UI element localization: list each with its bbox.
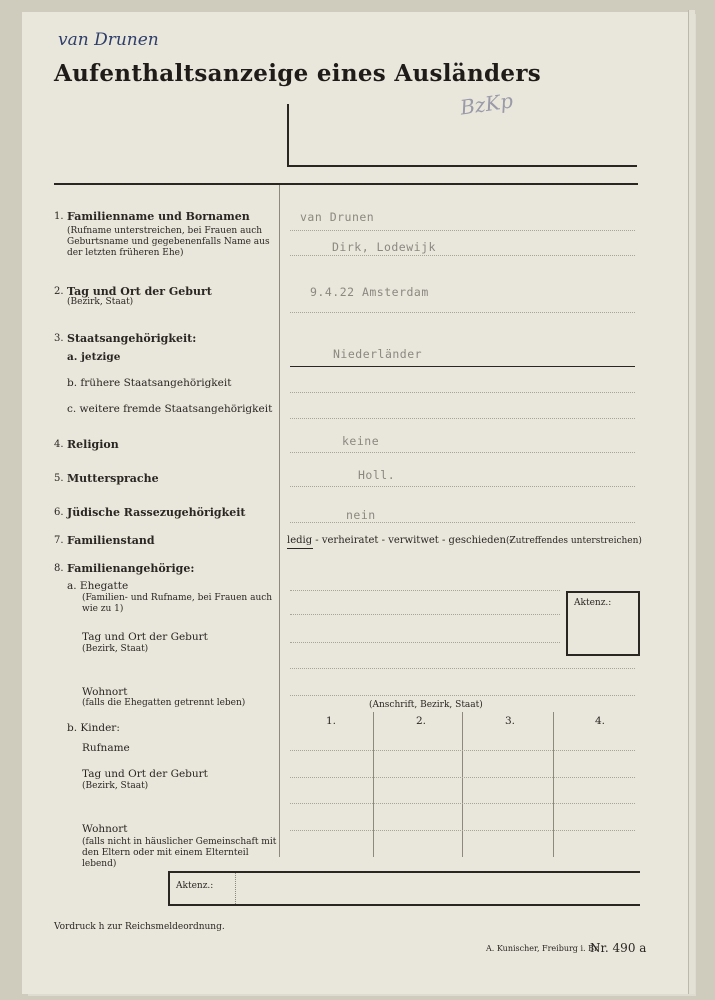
form-title: Aufenthaltsanzeige eines Ausländers <box>54 60 541 87</box>
line <box>290 452 635 453</box>
header-box-left <box>287 104 289 166</box>
value-given: Dirk, Lodewijk <box>332 240 436 254</box>
line <box>290 695 635 696</box>
field-number: 3. <box>54 333 64 344</box>
field-number: 4. <box>54 439 64 450</box>
line <box>290 392 635 393</box>
footer-print-note: Vordruck h zur Reichsmeldeordnung. <box>54 922 225 932</box>
label-child-name: Rufname <box>82 742 130 754</box>
underline-ledig <box>287 548 313 549</box>
field-number: 6. <box>54 507 64 518</box>
line <box>290 777 635 778</box>
label-language: Muttersprache <box>67 472 159 485</box>
aktenzeichen-label: Aktenz.: <box>574 598 612 608</box>
value-birth: 9.4.22 Amsterdam <box>310 285 429 299</box>
note-name: (Rufname unterstreichen, bei Frauen auch Geburtsname und gegebenenfalls Name aus der letzten früheren Ehe) <box>67 226 270 258</box>
field-number: 1. <box>54 211 64 222</box>
label-spouse-residence: Wohnort <box>82 686 128 698</box>
line <box>290 803 635 804</box>
column-divider <box>279 185 280 857</box>
label-marital: Familienstand <box>67 534 155 547</box>
aktenzeichen-box <box>566 591 640 656</box>
value-surname: van Drunen <box>300 210 375 224</box>
line <box>290 312 635 313</box>
header-rule <box>54 183 638 185</box>
label-children: b. Kinder: <box>67 722 120 734</box>
label-other-nationality: c. weitere fremde Staatsangehörigkeit <box>67 403 273 415</box>
field-number: 8. <box>54 563 64 574</box>
address-hint: (Anschrift, Bezirk, Staat) <box>369 700 483 710</box>
value-religion: keine <box>342 434 380 448</box>
child-col-1: 1. <box>326 715 337 727</box>
handwritten-name: van Drunen <box>58 30 159 50</box>
child-col-2: 2. <box>416 715 427 727</box>
line <box>290 255 635 256</box>
label-name: Familienname und Bornamen <box>67 210 250 223</box>
note-spouse: (Familien- und Rufname, bei Frauen auch wie zu 1) <box>82 593 273 614</box>
line <box>290 486 635 487</box>
field-number: 7. <box>54 535 64 546</box>
marital-hint: (Zutreffendes unterstreichen) <box>506 536 642 546</box>
value-language: Holl. <box>358 468 396 482</box>
col-divider <box>553 712 554 857</box>
box-divider <box>235 873 236 904</box>
label-current-nationality: a. jetzige <box>67 351 121 363</box>
line <box>290 642 560 643</box>
label-family: Familienangehörige: <box>67 562 195 575</box>
child-col-4: 4. <box>595 715 606 727</box>
value-jewish: nein <box>346 508 376 522</box>
col-divider <box>373 712 374 857</box>
handwritten-initials: BzKp <box>458 88 515 120</box>
marital-options: ledig - verheiratet - verwitwet - geschieden - <box>287 535 513 546</box>
line <box>290 830 635 831</box>
line <box>290 590 560 591</box>
label-child-residence: Wohnort <box>82 823 128 835</box>
line <box>290 750 635 751</box>
line <box>290 418 635 419</box>
line <box>290 614 560 615</box>
field-number: 2. <box>54 286 64 297</box>
label-birth: Tag und Ort der Geburt <box>67 285 212 298</box>
child-col-3: 3. <box>505 715 516 727</box>
label-religion: Religion <box>67 438 119 451</box>
header-box-bottom <box>287 165 637 167</box>
note-spouse-residence: (falls die Ehegatten getrennt leben) <box>82 698 246 708</box>
note-spouse-birth: (Bezirk, Staat) <box>82 644 149 654</box>
value-nationality: Niederländer <box>333 347 423 361</box>
label-spouse: a. Ehegatte <box>67 580 129 592</box>
note-birth: (Bezirk, Staat) <box>67 297 134 307</box>
paper-edge <box>688 10 695 994</box>
bottom-aktenzeichen-label: Aktenz.: <box>176 881 214 891</box>
line <box>290 522 635 523</box>
note-child-birth: (Bezirk, Staat) <box>82 781 149 791</box>
label-jewish: Jüdische Rassezugehörigkeit <box>67 506 246 519</box>
line <box>290 668 635 669</box>
bottom-aktenzeichen-box <box>168 871 640 906</box>
footer-printer: A. Kunischer, Freiburg i. Br. <box>486 944 600 953</box>
label-nationality: Staatsangehörigkeit: <box>67 332 197 345</box>
col-divider <box>462 712 463 857</box>
form-number: Nr. 490 a <box>590 941 647 955</box>
line <box>290 230 635 231</box>
label-child-birth: Tag und Ort der Geburt <box>82 768 208 780</box>
note-child-residence: (falls nicht in häuslicher Gemeinschaft mit den Eltern oder mit einem Elternteil lebend) <box>82 837 277 869</box>
field-number: 5. <box>54 473 64 484</box>
label-spouse-birth: Tag und Ort der Geburt <box>82 631 208 643</box>
label-former-nationality: b. frühere Staatsangehörigkeit <box>67 377 232 389</box>
line <box>290 366 635 367</box>
